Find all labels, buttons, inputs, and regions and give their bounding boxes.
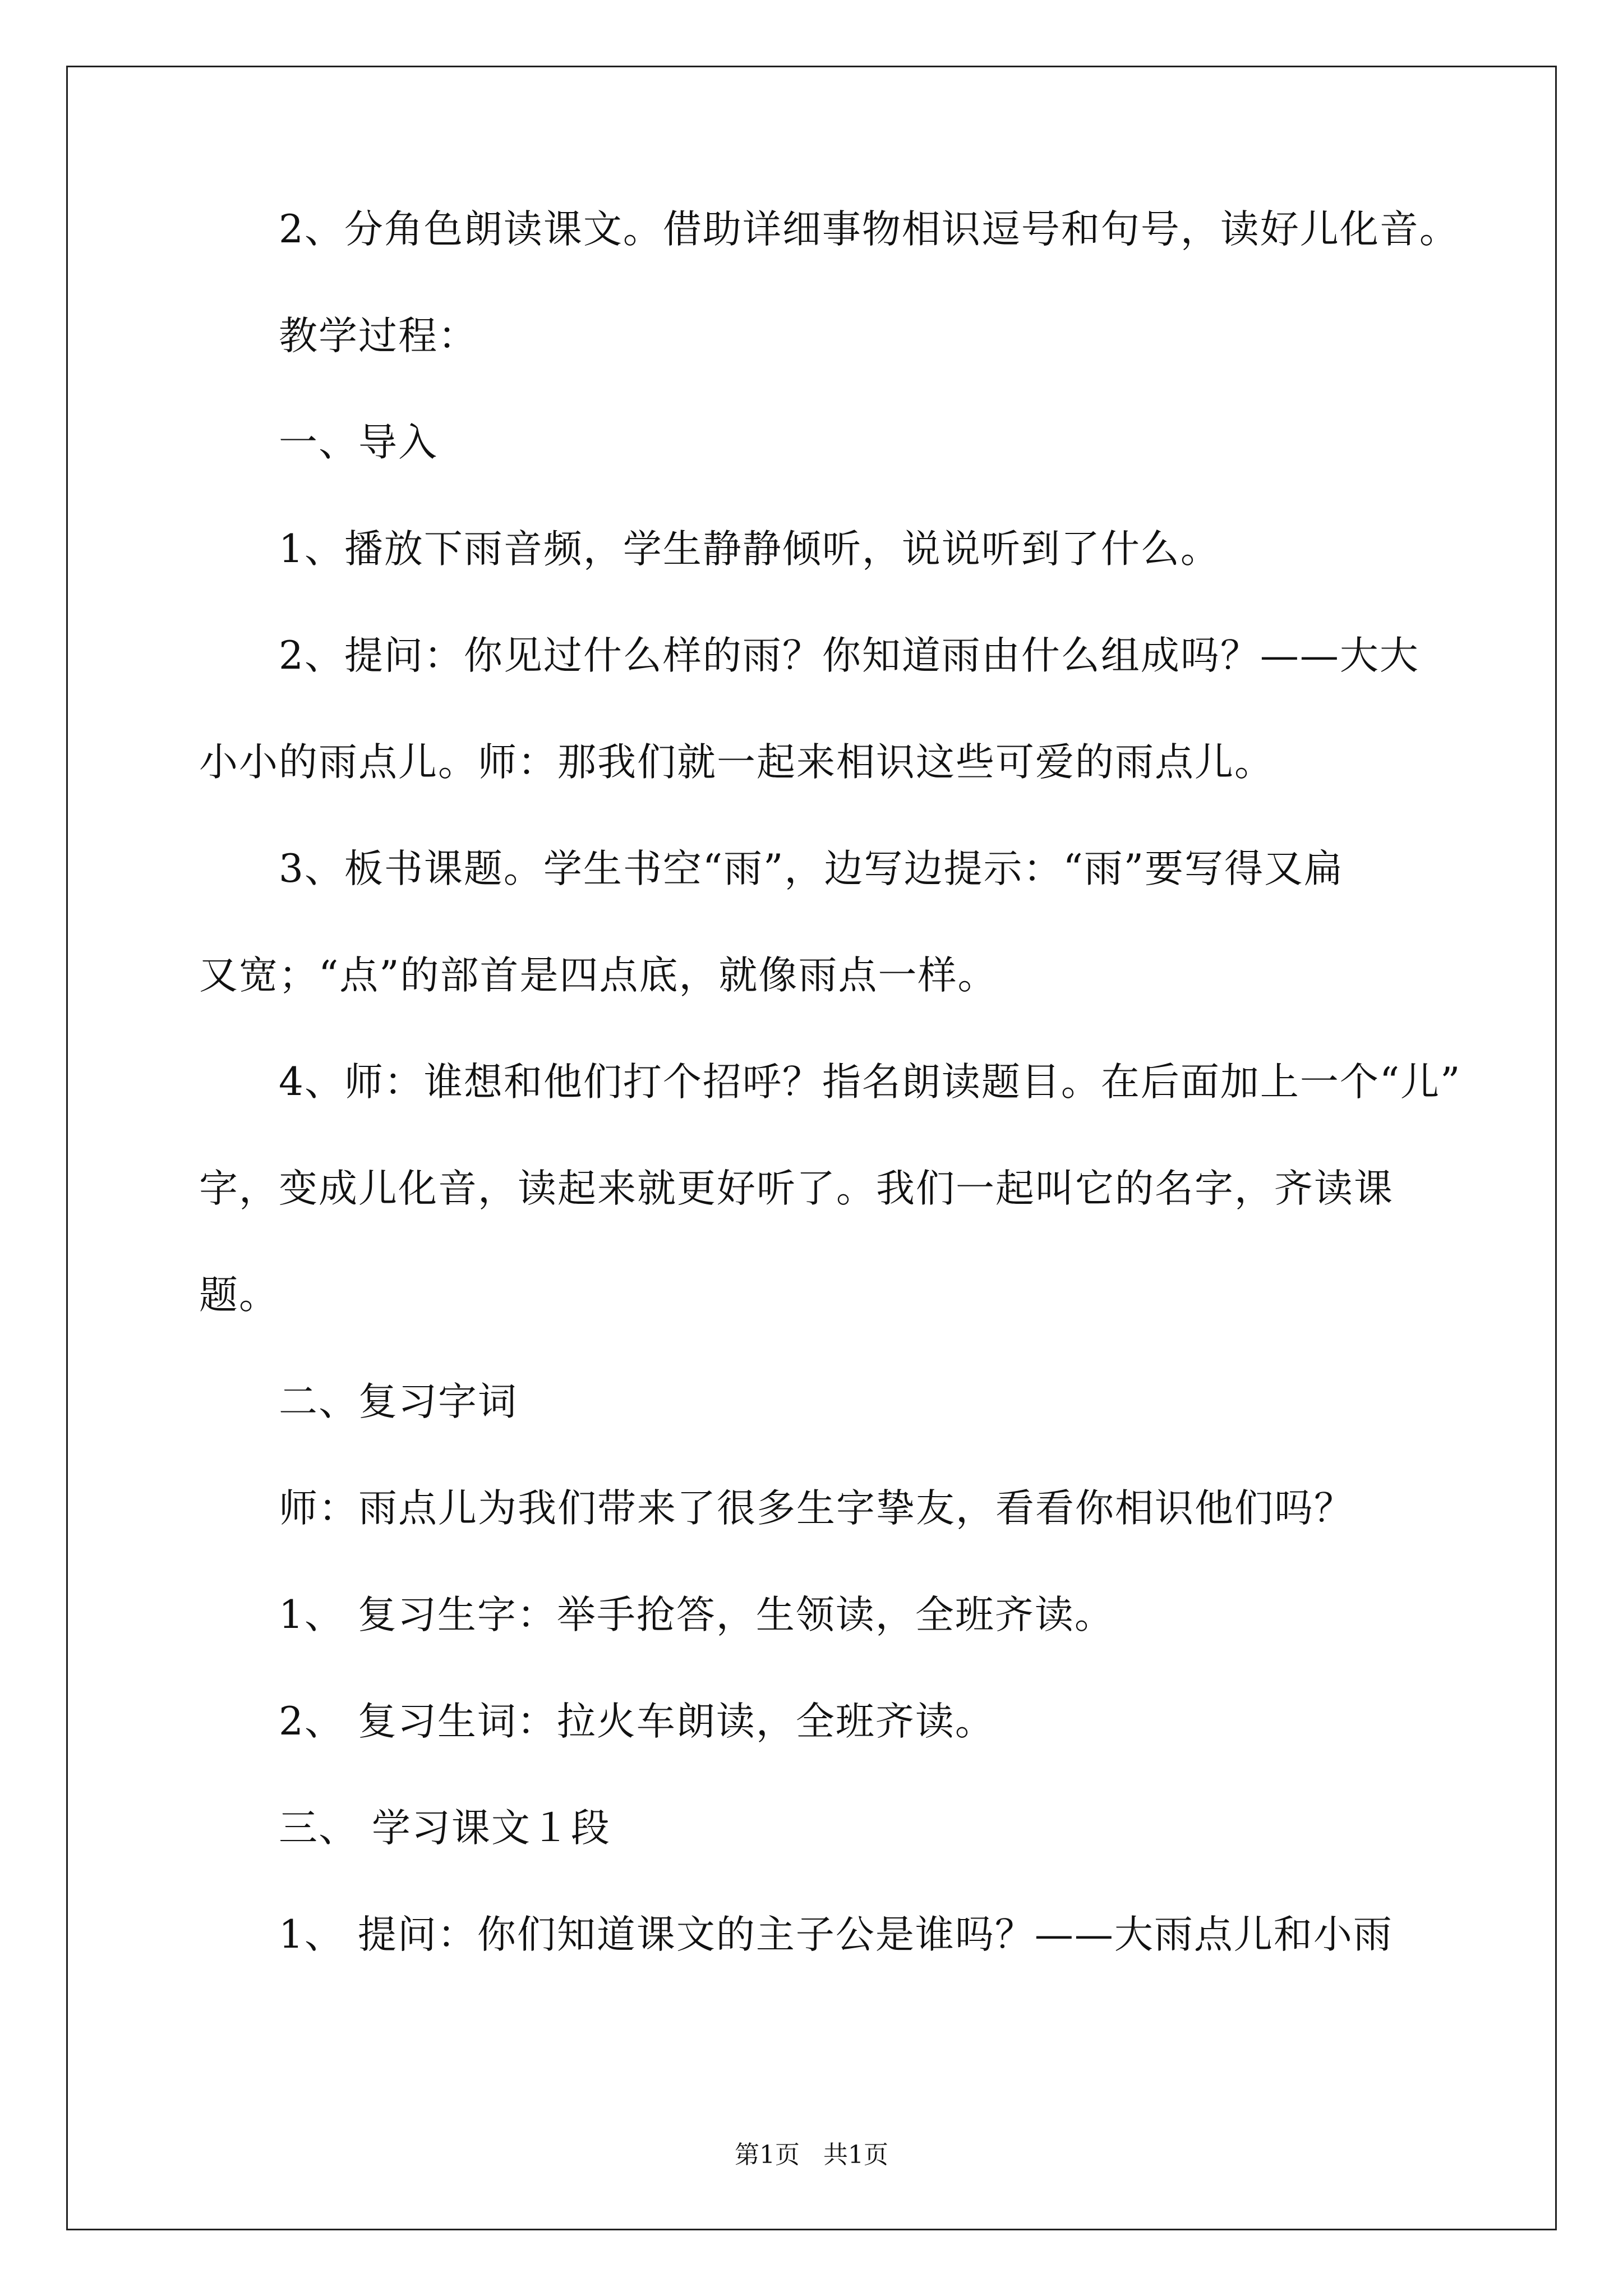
section-heading: 二、复习字词 bbox=[279, 1379, 518, 1424]
text-line: 小小的雨点儿。师：那我们就一起来相识这些可爱的雨点儿。 bbox=[199, 740, 1274, 785]
text-line: 1、 复习生字：举手抢答，生领读，全班齐读。 bbox=[279, 1593, 1114, 1637]
text-line: 又宽；“点”的部首是四点底，就像雨点一样。 bbox=[199, 953, 998, 998]
text-line: 1、 提问：你们知道课文的主子公是谁吗？——大雨点儿和小雨 bbox=[279, 1912, 1393, 1957]
section-heading: 三、 学习课文１段 bbox=[279, 1806, 611, 1851]
text-line: 1、播放下雨音频，学生静静倾听，说说听到了什么。 bbox=[279, 527, 1220, 572]
text-line: 题。 bbox=[199, 1273, 279, 1318]
text-line: 字，变成儿化音，读起来就更好听了。我们一起叫它的名字，齐读课 bbox=[199, 1166, 1394, 1211]
text-line: 3、板书课题。学生书空“雨”，边写边提示：“雨”要写得又扁 bbox=[279, 846, 1344, 891]
text-line: 2、分角色朗读课文。借助详细事物相识逗号和句号，读好儿化音。 bbox=[279, 207, 1459, 252]
text-line: 2、 复习生词：拉火车朗读，全班齐读。 bbox=[279, 1699, 995, 1744]
text-line: 师：雨点儿为我们带来了很多生字挚友，看看你相识他们吗？ bbox=[279, 1486, 1354, 1531]
text-line: 4、师：谁想和他们打个招呼？指名朗读题目。在后面加上一个“儿” bbox=[279, 1060, 1461, 1105]
text-line: 一、导入 bbox=[279, 420, 438, 465]
page-border bbox=[66, 66, 1557, 2230]
text-line: 2、提问：你见过什么样的雨？你知道雨由什么组成吗？——大大 bbox=[279, 633, 1419, 678]
page-footer: 第1页 共1页 bbox=[735, 2141, 888, 2169]
text-line: 教学过程： bbox=[279, 314, 478, 358]
